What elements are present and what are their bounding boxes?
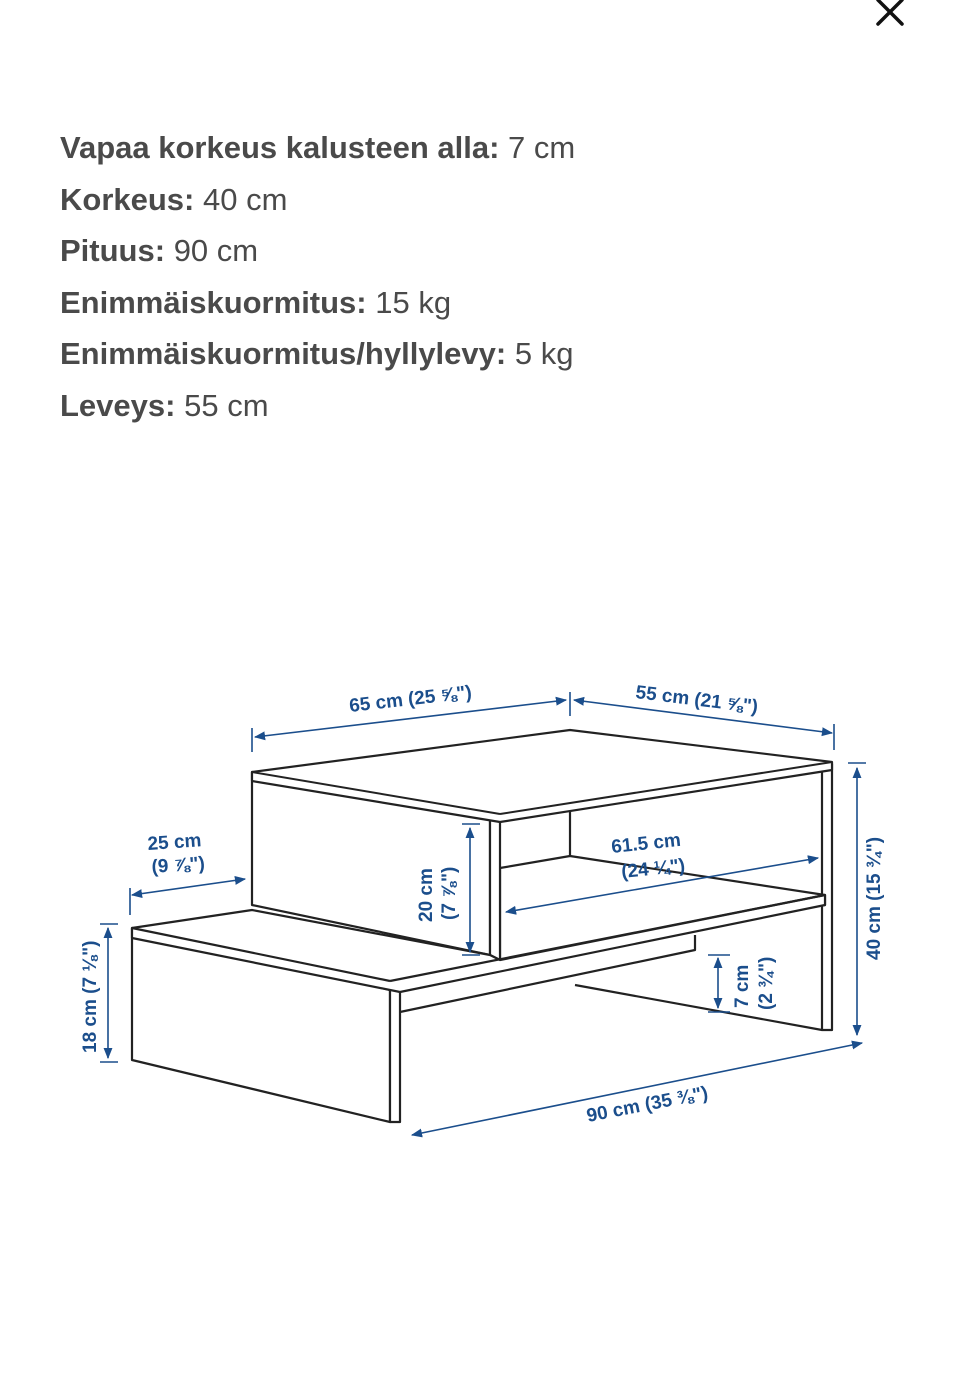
spec-width (60, 380, 575, 432)
label-top-width: 55 cm (21 ⅝") (634, 682, 760, 718)
dimension-diagram (0, 640, 960, 1240)
spec-max-load-shelf (60, 328, 575, 380)
label-step-depth-cm: 25 cm (146, 830, 203, 855)
spec-label: Enimmäiskuormitus/hyllylevy: (60, 336, 507, 372)
spec-value: 40 cm (203, 181, 288, 217)
spec-value: 15 kg (375, 284, 452, 320)
spec-value: 55 cm (184, 387, 269, 423)
spec-value: 90 cm (173, 233, 259, 269)
spec-length (60, 225, 575, 277)
label-low-height: 18 cm (7 ⅛") (80, 940, 101, 1053)
close-button[interactable] (866, 0, 914, 34)
product-dimensions-list (60, 122, 575, 432)
label-shelf-length-cm: 61.5 cm (610, 829, 682, 858)
label-shelf-length-in: (24 ¼") (620, 855, 687, 883)
label-clearance-cm: 7 cm (732, 964, 753, 1008)
spec-label: Korkeus: (60, 181, 195, 217)
spec-label: Vapaa korkeus kalusteen alla: (60, 130, 500, 165)
label-total-length: 90 cm (35 ⅜") (584, 1082, 710, 1127)
spec-height (60, 174, 575, 226)
label-total-height: 40 cm (15 ¾") (864, 836, 885, 960)
coffee-table-drawing (132, 730, 832, 1122)
label-shelf-height-in: (7 ⅞") (439, 866, 460, 920)
spec-value: 7 cm (508, 130, 576, 165)
spec-label: Enimmäiskuormitus: (60, 284, 367, 320)
label-step-depth-in: (9 ⅞") (150, 853, 206, 878)
spec-value: 5 kg (514, 336, 574, 372)
close-icon (866, 0, 914, 34)
spec-clearance (60, 122, 575, 174)
spec-max-load (60, 277, 575, 329)
spec-label: Leveys: (60, 387, 176, 423)
label-top-length: 65 cm (25 ⅝") (348, 682, 473, 717)
label-clearance-in: (2 ¾") (756, 956, 777, 1010)
label-shelf-height-cm: 20 cm (416, 868, 437, 922)
spec-label: Pituus: (60, 233, 166, 269)
